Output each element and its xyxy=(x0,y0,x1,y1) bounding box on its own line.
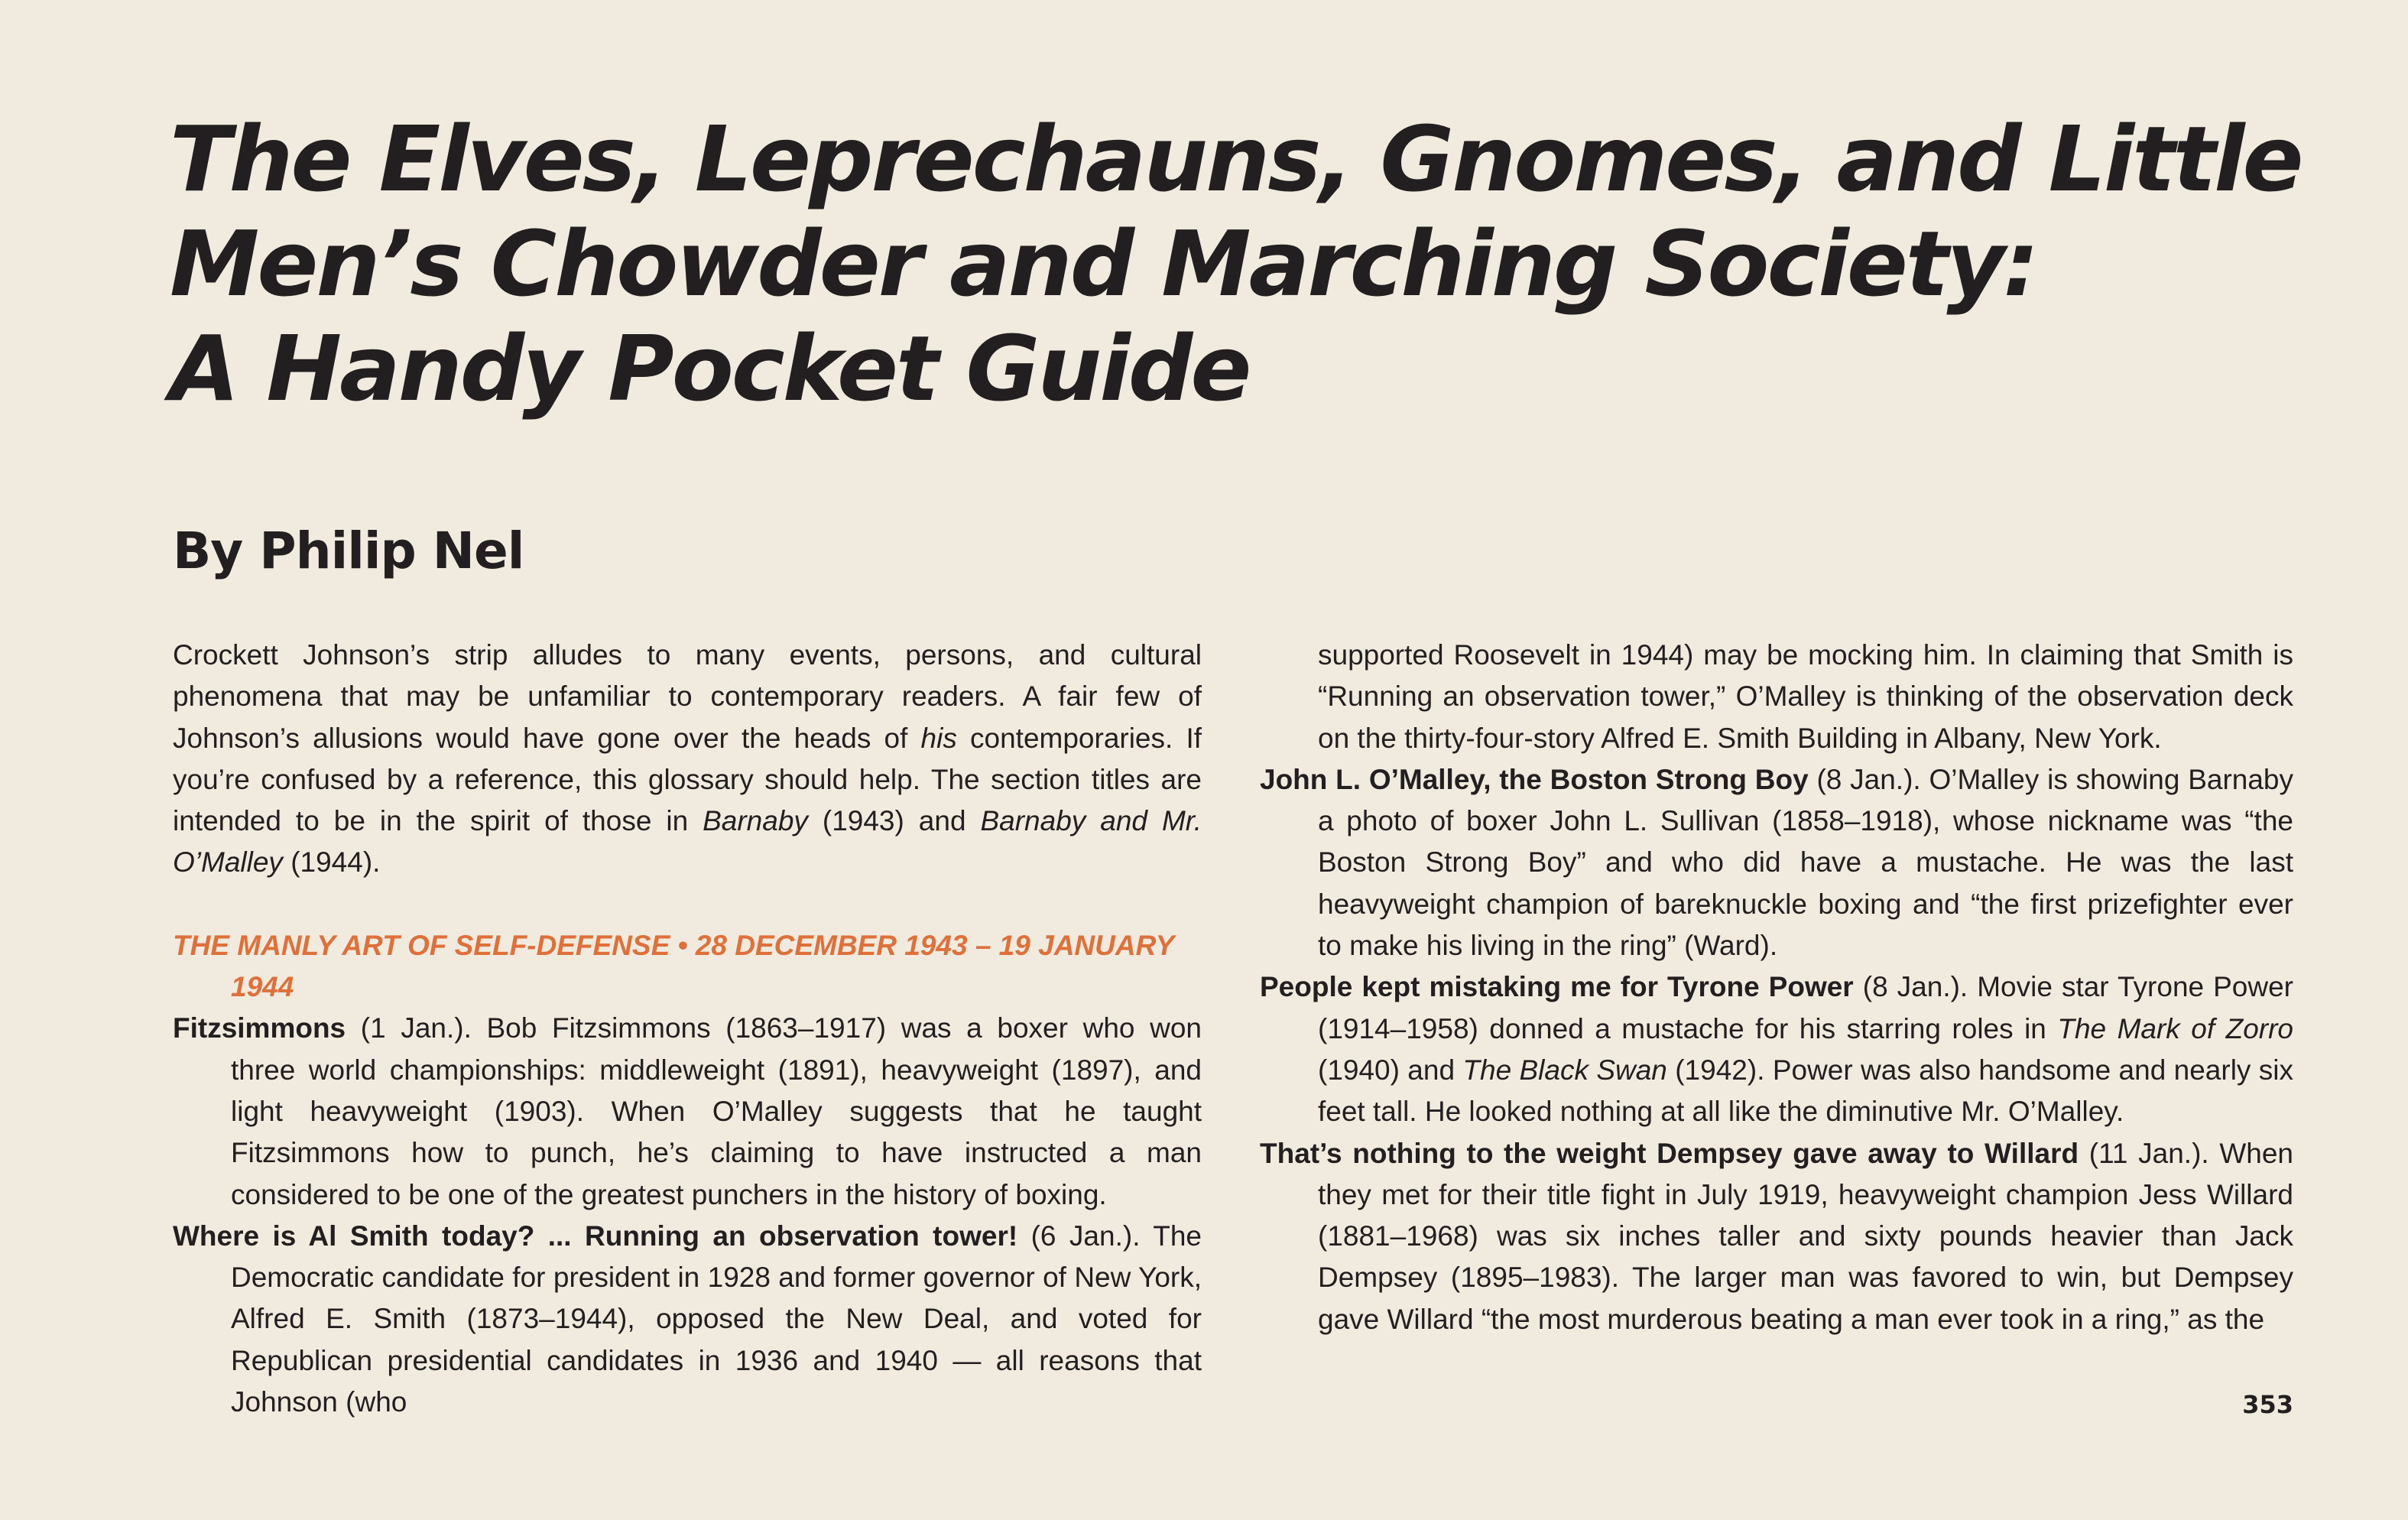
entry-text: (1940) and xyxy=(1318,1054,1463,1086)
title-line-2: Men’s Chowder and Marching Society: xyxy=(170,211,2037,317)
book-title: Barnaby and Mr. O’Malley xyxy=(173,805,1202,879)
section-heading: THE MANLY ART OF SELF-DEFENSE • 28 DECEMBER 1943 – 19 JANUARY 1944 xyxy=(173,929,1174,1003)
entry-text: (1942). Power was also handsome and nearly six feet tall. He looked nothing at all like the diminutive Mr. O’Malley. xyxy=(1318,1054,2293,1128)
glossary-entry xyxy=(1260,759,2293,966)
entry-text: (1 Jan.). Bob Fitzsimmons (1863–1917) was a boxer who won three world championships: middleweight (1891), heavyweight (1897), and light heavyweight (1903). When O’Malley suggests that he taught Fitzsimmons how to punch, he’s claiming to have instructed a man considered to be one of the greatest punchers in the history of boxing. xyxy=(231,1012,1202,1210)
entry-text: (8 Jan.). Movie star Tyrone Power (1914–1958) donned a mustache for his starring roles in xyxy=(1318,971,2294,1044)
intro-text: (1944). xyxy=(282,846,381,879)
film-title: The Mark of Zorro xyxy=(2057,1012,2293,1044)
entry-text: (11 Jan.). When they met for their title fight in July 1919, heavyweight champion Jess Willard (1881–1968) was six inches taller and sixty pounds heavier than Jack Dempsey (1895–1983). The larger man was favored to win, but Dempsey gave Willard “the most murderous beating a man ever took in a ring,” as the xyxy=(1318,1137,2293,1335)
right-column xyxy=(1260,635,2293,1340)
entry-term: That’s nothing to the weight Dempsey gave away to Willard xyxy=(1260,1137,2079,1169)
glossary-entry xyxy=(173,1008,1202,1215)
entry-text: (8 Jan.). O’Malley is showing Barnaby a photo of boxer John L. Sullivan (1858–1918), whose nickname was “the Boston Strong Boy” and who did have a mustache. He was the last heavyweight champion of bareknuckle boxing and “the first prizefighter ever to make his living in the ring” (Ward). xyxy=(1318,763,2294,962)
entry-text: (6 Jan.). The Democratic candidate for president in 1928 and former governor of New York, Alfred E. Smith (1873–1944), opposed the New Deal, and voted for Republican presidential candidates in 1936 and 1940 — all reasons that Johnson (who xyxy=(231,1220,1202,1418)
entry-term: People kept mistaking me for Tyrone Power xyxy=(1260,971,1854,1003)
byline: By Philip Nel xyxy=(173,521,524,580)
entry-term: Where is Al Smith today? ... Running an observation tower! xyxy=(173,1220,1018,1252)
left-column xyxy=(173,635,1202,1423)
glossary-entry xyxy=(173,1216,1202,1423)
film-title: The Black Swan xyxy=(1462,1054,1667,1086)
glossary-entry xyxy=(1260,1133,2293,1340)
glossary-entry xyxy=(1260,966,2293,1132)
intro-text: (1943) and xyxy=(807,805,981,837)
book-title: Barnaby xyxy=(703,805,808,837)
intro-emphasis: his xyxy=(920,722,957,754)
title-line-3: A Handy Pocket Guide xyxy=(170,316,1250,421)
page-number: 353 xyxy=(2242,1390,2293,1419)
article-title xyxy=(170,107,2325,421)
entry-term: Fitzsimmons xyxy=(173,1012,346,1044)
entry-term: John L. O’Malley, the Boston Strong Boy xyxy=(1260,763,1809,795)
title-line-1: The Elves, Leprechauns, Gnomes, and Little xyxy=(170,106,2302,212)
glossary-entry-continuation: supported Roosevelt in 1944) may be mocking him. In claiming that Smith is “Running an observation tower,” O’Malley is thinking of the observation deck on the thirty-four-story Alfred E. Smith Building in Albany, New York. xyxy=(1318,639,2293,754)
intro-text: contemporaries. If you’re confused by a reference, this glossary should help. The section titles are intended to be in the spirit of those in xyxy=(173,722,1202,837)
intro-paragraph xyxy=(173,635,1202,884)
intro-text: Crockett Johnson’s strip alludes to many events, persons, and cultural phenomena that may be unfamiliar to contemporary readers. A fair few of Johnson’s allusions would have gone over the heads of xyxy=(173,639,1202,754)
